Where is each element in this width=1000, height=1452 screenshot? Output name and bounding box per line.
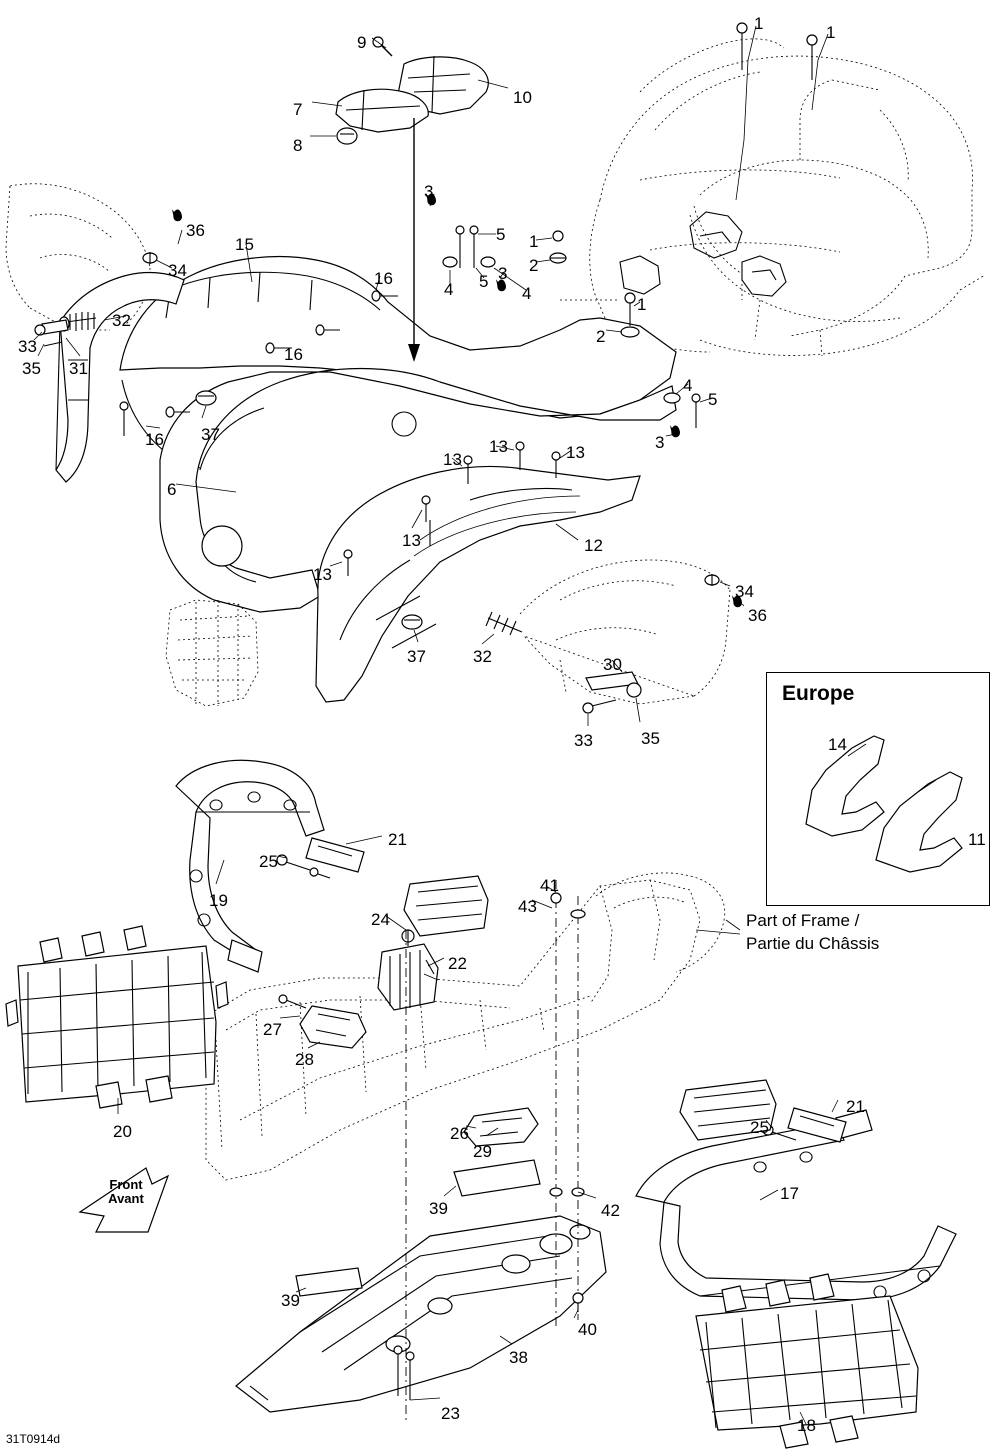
callout-number: 10: [513, 88, 532, 107]
callout-number: 37: [201, 425, 220, 444]
callout-number: 13: [313, 565, 332, 584]
fastener-34-right: [705, 574, 719, 586]
callout-number: 1: [826, 23, 836, 42]
callout-number: 19: [209, 891, 228, 910]
callout-number: 4: [522, 284, 532, 303]
callout-number: 7: [293, 100, 303, 119]
fastener-36-left: [172, 209, 182, 221]
callout-number: 16: [374, 269, 393, 288]
front-label: Front: [109, 1177, 143, 1192]
avant-label: Avant: [108, 1191, 144, 1207]
callout-number: 25: [750, 1118, 769, 1137]
skid-plate-38: [236, 1216, 606, 1412]
callout-number: 3: [424, 182, 434, 201]
part-28: [279, 995, 366, 1048]
callout-number: 34: [168, 261, 187, 280]
callout-number: 39: [429, 1199, 448, 1218]
fastener-34-left: [143, 252, 157, 264]
callout-number: 16: [145, 430, 164, 449]
callout-number: 23: [441, 1404, 460, 1423]
callout-number: 13: [443, 450, 462, 469]
callout-number: 9: [357, 33, 367, 52]
callout-number: 40: [578, 1320, 597, 1339]
part-of-frame-leader: [696, 930, 740, 934]
callout-number: 20: [113, 1122, 132, 1141]
callout-number: 13: [566, 443, 585, 462]
callout-number: 35: [641, 729, 660, 748]
grip-plate-left: [404, 876, 488, 936]
bracket-21-left: [277, 838, 364, 878]
callout-number: 39: [281, 1291, 300, 1310]
europe-box: [766, 672, 990, 906]
callout-number: 2: [596, 327, 606, 346]
grommet-37-right: [402, 615, 422, 629]
callout-number: 5: [496, 225, 506, 244]
callout-number: 29: [473, 1142, 492, 1161]
left-ghost-mesh: [166, 600, 258, 706]
callout-number: 24: [371, 910, 390, 929]
callout-number: 36: [748, 606, 767, 625]
part-26-29: [464, 1108, 538, 1146]
callout-number: 12: [584, 536, 603, 555]
callout-number: 26: [450, 1124, 469, 1143]
europe-box-title: Europe: [782, 682, 855, 705]
callout-number: 38: [509, 1348, 528, 1367]
callout-number: 32: [112, 311, 131, 330]
footrest-20: [6, 926, 228, 1108]
callout-number: 13: [489, 437, 508, 456]
callout-number: 18: [797, 1416, 816, 1435]
pad-39-upper: [454, 1160, 540, 1196]
pad-39-lower: [296, 1268, 362, 1296]
callout-number: 5: [708, 390, 718, 409]
callout-number: 30: [603, 655, 622, 674]
rail-19: [176, 760, 324, 972]
callout-number: 33: [18, 337, 37, 356]
callout-number: 43: [518, 897, 537, 916]
callout-number: 4: [683, 376, 693, 395]
part-of-frame-line2: Partie du Châssis: [746, 933, 880, 953]
vehicle-outline-ghost: [560, 39, 985, 356]
callout-number: 3: [498, 264, 508, 283]
spring-32-right: [486, 612, 522, 635]
callout-number: 21: [846, 1097, 865, 1116]
part-8-grommet: [337, 128, 357, 144]
callout-number: 4: [444, 280, 454, 299]
callout-number: 2: [529, 256, 539, 275]
callout-number: 15: [235, 235, 254, 254]
callout-number: 25: [259, 852, 278, 871]
callout-number: 37: [407, 647, 426, 666]
callout-number: 27: [263, 1020, 282, 1039]
callout-number: 31: [69, 359, 88, 378]
callout-number: 36: [186, 221, 205, 240]
callout-number: 42: [601, 1201, 620, 1220]
callout-number: 28: [295, 1050, 314, 1069]
grommet-37-left: [196, 391, 216, 405]
callout-number: 14: [828, 735, 847, 754]
callout-number: 17: [780, 1184, 799, 1203]
part-22: [378, 930, 438, 1010]
hinge-30-right: [583, 672, 641, 713]
front-avant-label: [98, 1178, 154, 1207]
diagram-code: 31T0914d: [6, 1432, 61, 1446]
part-of-frame-label: [746, 910, 879, 956]
callout-number: 13: [402, 531, 421, 550]
callout-number: 33: [574, 731, 593, 750]
callout-number: 6: [167, 480, 177, 499]
callout-number: 1: [754, 14, 764, 33]
callout-number: 1: [637, 295, 647, 314]
callout-number: 41: [540, 876, 559, 895]
fasteners-right-middle: [664, 393, 700, 437]
callout-number: 5: [479, 272, 489, 291]
callout-number: 21: [388, 830, 407, 849]
callout-number: 8: [293, 136, 303, 155]
callout-number: 3: [655, 433, 665, 452]
callout-number: 22: [448, 954, 467, 973]
callout-number: 1: [529, 232, 539, 251]
rear-bracket-detail: [620, 212, 786, 296]
fasteners-top-right: [737, 23, 817, 80]
callout-number: 35: [22, 359, 41, 378]
fastener-9: [373, 37, 392, 56]
callout-number: 11: [968, 830, 986, 849]
callout-number: 34: [735, 582, 754, 601]
part-of-frame-line1: Part of Frame /: [746, 911, 860, 930]
rail-17: [636, 1110, 956, 1300]
callout-number: 16: [284, 345, 303, 364]
callout-number: 32: [473, 647, 492, 666]
